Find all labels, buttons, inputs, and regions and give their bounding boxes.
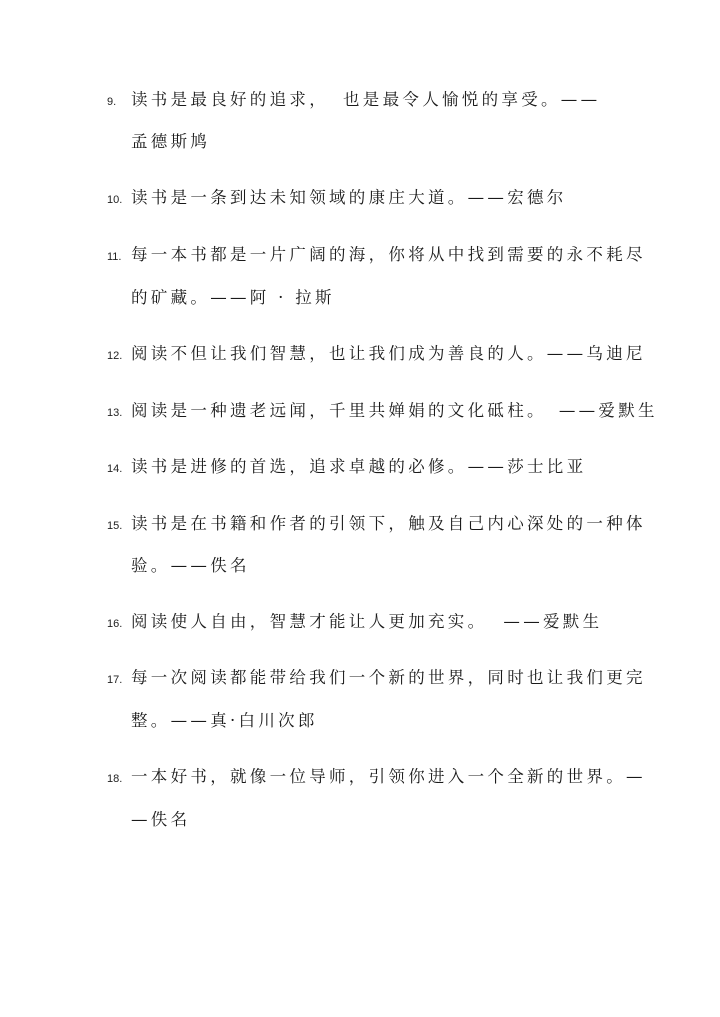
quote-13-text-part-1: 阅读是一种遗老远闻，千里共婵娟的文化砥柱。 bbox=[131, 401, 547, 420]
quote-13-line-1 bbox=[107, 397, 658, 425]
quote-14-text: 读书是进修的首选，追求卓越的必修。——莎士比亚 bbox=[131, 457, 587, 476]
quote-15-text: 读书是在书籍和作者的引领下，触及自己内心深处的一种体 bbox=[131, 514, 646, 533]
quote-10-text: 读书是一条到达未知领域的康庄大道。——宏德尔 bbox=[131, 188, 567, 207]
quote-18-line-1 bbox=[107, 763, 646, 791]
quote-17-text-continued: 整。——真·白川次郎 bbox=[131, 711, 318, 730]
quote-15-line-2 bbox=[131, 552, 250, 580]
quote-16-number: 16. bbox=[107, 618, 123, 630]
quote-11-line-2 bbox=[131, 284, 335, 312]
quote-9-author: 孟德斯鸠 bbox=[131, 132, 211, 151]
quote-11-number: 11. bbox=[107, 251, 122, 263]
quote-11-text-continued: 的矿藏。——阿 · 拉斯 bbox=[131, 288, 335, 307]
quote-16-text-part-1: 阅读使人自由，智慧才能让人更加充实。 bbox=[131, 612, 488, 631]
quote-18-number: 18. bbox=[107, 773, 123, 785]
quote-9-number: 9. bbox=[107, 96, 117, 108]
quote-18-text-continued: —佚名 bbox=[131, 810, 191, 829]
quote-13-number: 13. bbox=[107, 407, 123, 419]
quote-12-text: 阅读不但让我们智慧，也让我们成为善良的人。——乌迪尼 bbox=[131, 344, 646, 363]
quote-16-text-part-2: ——爱默生 bbox=[503, 612, 603, 631]
quote-11-line-1 bbox=[107, 241, 646, 269]
quote-15-number: 15. bbox=[107, 520, 123, 532]
quote-16-line-1 bbox=[107, 608, 603, 636]
quote-18-text: 一本好书，就像一位导师，引领你进入一个全新的世界。— bbox=[131, 767, 646, 786]
quote-14-line-1 bbox=[107, 453, 587, 481]
quote-9-line-1 bbox=[107, 86, 601, 114]
quote-14-number: 14. bbox=[107, 463, 123, 475]
quote-12-number: 12. bbox=[107, 350, 123, 362]
quote-12-line-1 bbox=[107, 340, 646, 368]
quote-9-text-part-1: 读书是最良好的追求， bbox=[131, 90, 329, 109]
quote-11-text: 每一本书都是一片广阔的海，你将从中找到需要的永不耗尽 bbox=[131, 245, 646, 264]
quote-17-text: 每一次阅读都能带给我们一个新的世界，同时也让我们更完 bbox=[131, 668, 646, 687]
quote-9-line-2 bbox=[131, 128, 210, 156]
quote-15-line-1 bbox=[107, 510, 646, 538]
quote-10-line-1 bbox=[107, 184, 567, 212]
quote-9-text-part-2: 也是最令人愉悦的享受。—— bbox=[343, 90, 601, 109]
quote-17-line-1 bbox=[107, 664, 646, 692]
quote-10-number: 10. bbox=[107, 194, 123, 206]
quote-13-text-part-2: ——爱默生 bbox=[558, 401, 658, 420]
quote-15-text-continued: 验。——佚名 bbox=[131, 556, 250, 575]
quote-17-number: 17. bbox=[107, 674, 123, 686]
quote-18-line-2 bbox=[131, 806, 190, 834]
quote-17-line-2 bbox=[131, 707, 318, 735]
